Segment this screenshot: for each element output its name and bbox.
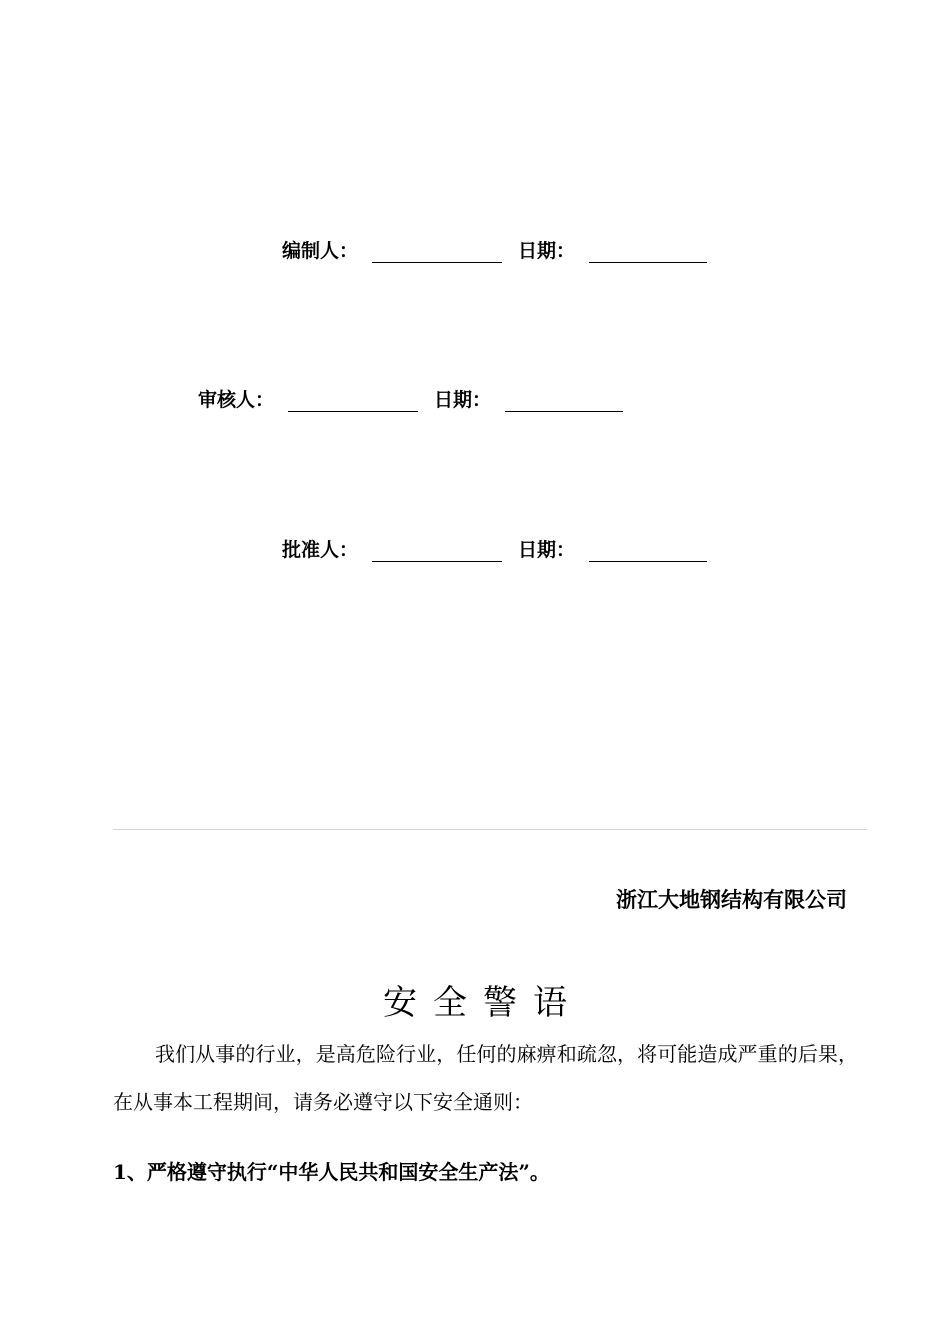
compiler-signature-blank[interactable] (372, 244, 502, 263)
compiler-label: 编制人： (282, 240, 359, 262)
approver-date-blank[interactable] (589, 543, 707, 562)
approver-date-label: 日期： (518, 539, 576, 561)
reviewer-date-blank[interactable] (505, 393, 623, 412)
approver-label: 批准人： (282, 539, 359, 561)
compiler-date-label: 日期： (518, 240, 576, 262)
compiler-date-blank[interactable] (589, 244, 707, 263)
rule-item-1: 1、严格遵守执行“中华人民共和国安全生产法”。 (113, 1160, 550, 1184)
approver-signature-blank[interactable] (372, 543, 502, 562)
reviewer-label: 审核人： (198, 389, 275, 411)
safety-warning-title: 安全警语 (383, 983, 583, 1023)
company-name: 浙江大地钢结构有限公司 (616, 887, 847, 912)
reviewer-signature-row (198, 385, 623, 412)
reviewer-date-label: 日期： (434, 389, 492, 411)
intro-paragraph: 我们从事的行业，是高危险行业，任何的麻痹和疏忽，将可能造成严重的后果，在从事本工程期间，请务必遵守以下安全通则： (113, 1042, 858, 1114)
approver-signature-row (282, 535, 707, 562)
compiler-signature-row (282, 236, 707, 263)
reviewer-signature-blank[interactable] (288, 393, 418, 412)
page-divider (113, 829, 867, 830)
